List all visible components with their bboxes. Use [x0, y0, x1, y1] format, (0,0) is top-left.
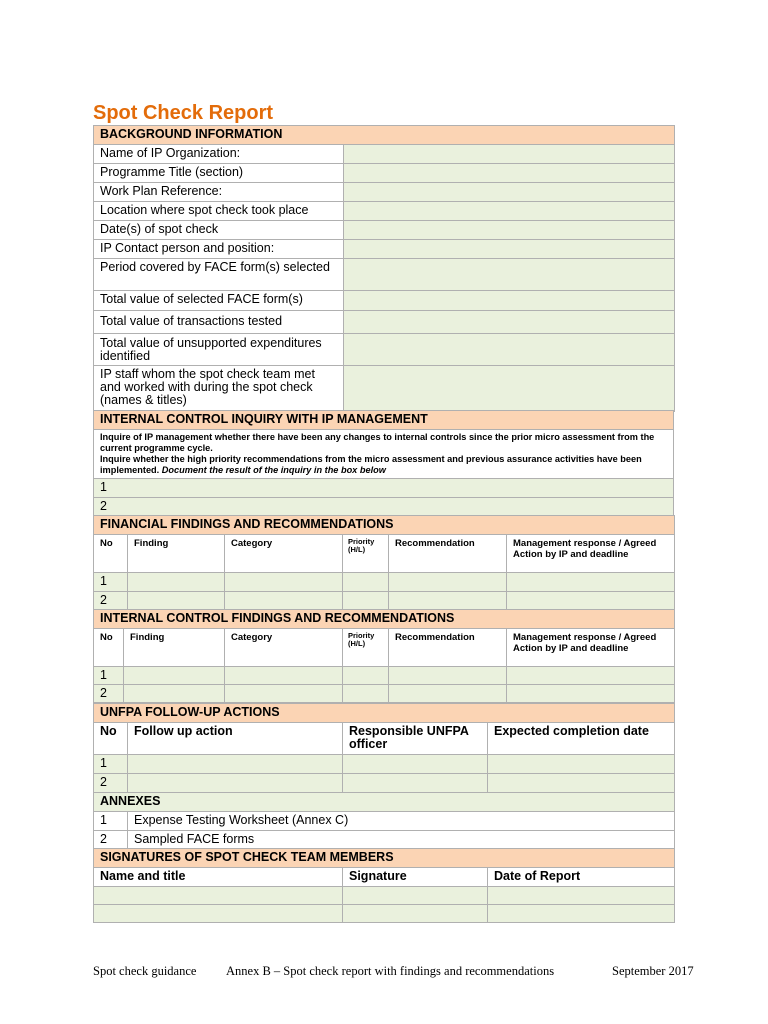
category-cell[interactable]	[225, 573, 343, 592]
recommendation-cell[interactable]	[389, 573, 507, 592]
col-followup-action: Follow up action	[128, 723, 343, 755]
field-value-cell[interactable]	[344, 311, 675, 334]
col-recommendation: Recommendation	[389, 629, 507, 667]
category-cell[interactable]	[225, 685, 343, 703]
field-label: Date(s) of spot check	[94, 221, 344, 240]
completion-date-cell[interactable]	[488, 774, 675, 793]
name-title-cell[interactable]	[94, 905, 343, 923]
response-cell[interactable]	[507, 573, 675, 592]
internal-control-table	[93, 609, 675, 703]
field-value-cell[interactable]	[344, 259, 675, 291]
row-number: 2	[94, 685, 124, 703]
field-value-cell[interactable]	[344, 202, 675, 221]
field-label: IP Contact person and position:	[94, 240, 344, 259]
followup-header: UNFPA FOLLOW-UP ACTIONS	[94, 704, 675, 723]
col-management-response: Management response / Agreed Action by IP and deadline	[507, 629, 675, 667]
field-label: Programme Title (section)	[94, 164, 344, 183]
internal-control-header: INTERNAL CONTROL FINDINGS AND RECOMMENDATIONS	[94, 610, 675, 629]
col-management-response: Management response / Agreed Action by IP and deadline	[507, 535, 675, 573]
followup-table	[93, 703, 675, 793]
field-label: Total value of selected FACE form(s)	[94, 291, 344, 311]
footer-right: September 2017	[612, 964, 694, 978]
priority-cell[interactable]	[343, 592, 389, 611]
field-label: Period covered by FACE form(s) selected	[94, 259, 344, 291]
col-date-of-report: Date of Report	[488, 868, 675, 887]
completion-date-cell[interactable]	[488, 755, 675, 774]
followup-action-cell[interactable]	[128, 774, 343, 793]
row-number: 1	[94, 755, 128, 774]
inquiry-row[interactable]: 1	[94, 479, 674, 498]
footer-center: Annex B – Spot check report with findings and recommendations	[226, 964, 555, 978]
field-value-cell[interactable]	[344, 221, 675, 240]
financial-table	[93, 515, 675, 611]
priority-cell[interactable]	[343, 573, 389, 592]
inquiry-note-2: Inquire whether the high priority recommendations from the micro assessment and previous assurance activities have been implemented.	[100, 454, 642, 475]
signatures-table	[93, 848, 675, 923]
row-number: 1	[94, 667, 124, 685]
response-cell[interactable]	[507, 592, 675, 611]
followup-action-cell[interactable]	[128, 755, 343, 774]
field-label: Total value of transactions tested	[94, 311, 344, 334]
priority-cell[interactable]	[343, 667, 389, 685]
field-value-cell[interactable]	[344, 334, 675, 366]
col-no: No	[94, 723, 128, 755]
field-value-cell[interactable]	[344, 366, 675, 412]
recommendation-cell[interactable]	[389, 592, 507, 611]
col-priority: Priority (H/L)	[343, 535, 389, 573]
background-table	[93, 125, 675, 412]
col-finding: Finding	[128, 535, 225, 573]
row-number: 2	[94, 774, 128, 793]
response-cell[interactable]	[507, 685, 675, 703]
inquiry-header: INTERNAL CONTROL INQUIRY WITH IP MANAGEMENT	[94, 411, 674, 430]
field-value-cell[interactable]	[344, 145, 675, 164]
category-cell[interactable]	[225, 592, 343, 611]
annex-item: Expense Testing Worksheet (Annex C)	[128, 812, 675, 831]
col-finding: Finding	[124, 629, 225, 667]
response-cell[interactable]	[507, 667, 675, 685]
field-label: Total value of unsupported expenditures identified	[94, 334, 344, 366]
finding-cell[interactable]	[124, 667, 225, 685]
col-responsible-officer: Responsible UNFPA officer	[343, 723, 488, 755]
annex-item: Sampled FACE forms	[128, 831, 675, 850]
inquiry-table	[93, 410, 674, 517]
field-label: Location where spot check took place	[94, 202, 344, 221]
annexes-header: ANNEXES	[94, 793, 675, 812]
col-no: No	[94, 535, 128, 573]
field-value-cell[interactable]	[344, 183, 675, 202]
field-label: Work Plan Reference:	[94, 183, 344, 202]
inquiry-note-3: Document the result of the inquiry in the box below	[161, 465, 386, 475]
recommendation-cell[interactable]	[389, 667, 507, 685]
footer-left: Spot check guidance	[93, 964, 197, 978]
date-cell[interactable]	[488, 905, 675, 923]
field-value-cell[interactable]	[344, 240, 675, 259]
inquiry-row[interactable]: 2	[94, 498, 674, 517]
annexes-table	[93, 792, 675, 850]
finding-cell[interactable]	[128, 592, 225, 611]
col-recommendation: Recommendation	[389, 535, 507, 573]
signature-cell[interactable]	[343, 905, 488, 923]
annex-number: 2	[94, 831, 128, 850]
col-category: Category	[225, 629, 343, 667]
signatures-header: SIGNATURES OF SPOT CHECK TEAM MEMBERS	[94, 849, 675, 868]
category-cell[interactable]	[225, 667, 343, 685]
row-number: 1	[94, 573, 128, 592]
col-signature: Signature	[343, 868, 488, 887]
field-value-cell[interactable]	[344, 164, 675, 183]
background-header: BACKGROUND INFORMATION	[94, 126, 675, 145]
col-name-title: Name and title	[94, 868, 343, 887]
row-number: 2	[94, 592, 128, 611]
recommendation-cell[interactable]	[389, 685, 507, 703]
finding-cell[interactable]	[124, 685, 225, 703]
signature-cell[interactable]	[343, 887, 488, 905]
col-category: Category	[225, 535, 343, 573]
officer-cell[interactable]	[343, 774, 488, 793]
finding-cell[interactable]	[128, 573, 225, 592]
field-label: IP staff whom the spot check team met and worked with during the spot check (names & titles)	[94, 366, 344, 412]
field-label: Name of IP Organization:	[94, 145, 344, 164]
date-cell[interactable]	[488, 887, 675, 905]
name-title-cell[interactable]	[94, 887, 343, 905]
field-value-cell[interactable]	[344, 291, 675, 311]
inquiry-instructions	[94, 430, 674, 479]
officer-cell[interactable]	[343, 755, 488, 774]
col-priority: Priority (H/L)	[343, 629, 389, 667]
annex-number: 1	[94, 812, 128, 831]
col-no: No	[94, 629, 124, 667]
col-completion-date: Expected completion date	[488, 723, 675, 755]
inquiry-note-1: Inquire of IP management whether there have been any changes to internal controls since the prior micro assessment from the current programme cycle.	[100, 432, 655, 453]
priority-cell[interactable]	[343, 685, 389, 703]
page-title: Spot Check Report	[93, 102, 274, 124]
financial-header: FINANCIAL FINDINGS AND RECOMMENDATIONS	[94, 516, 675, 535]
